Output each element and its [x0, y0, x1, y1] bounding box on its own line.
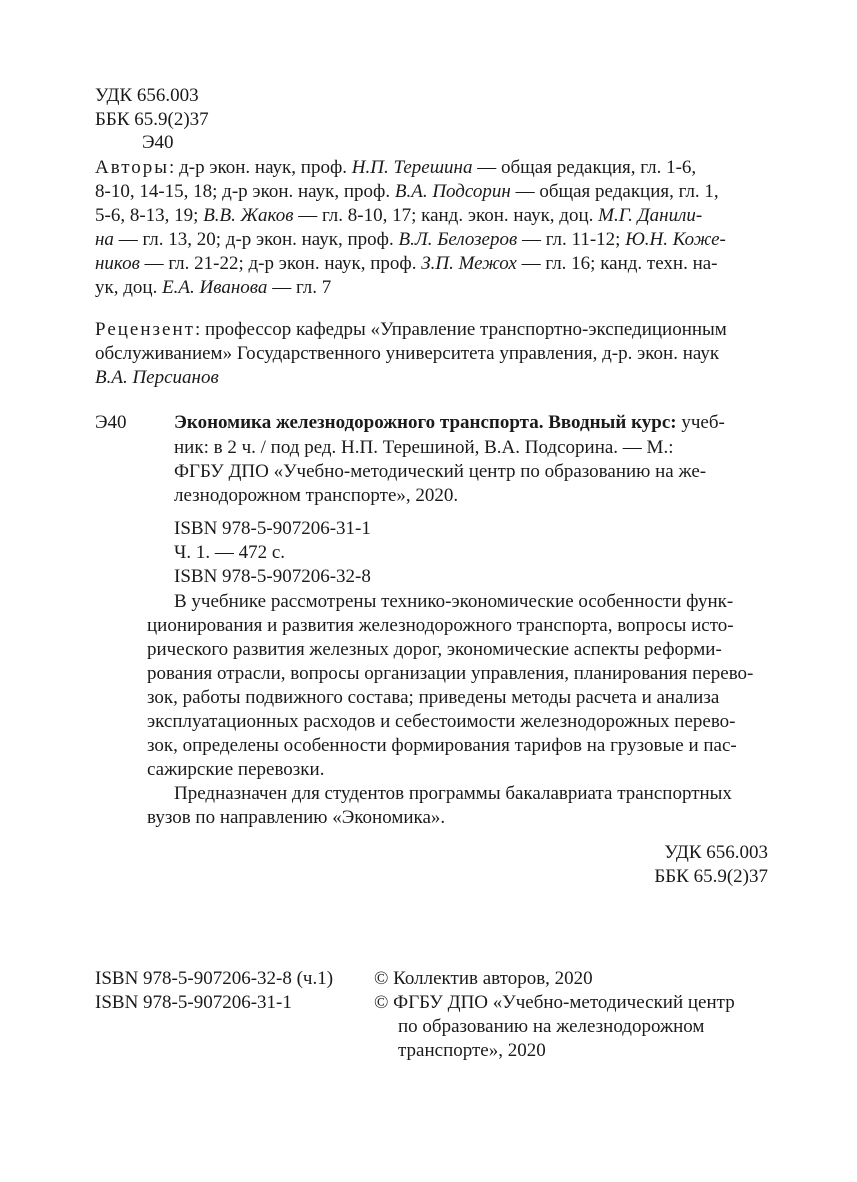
authors-text: 8-10, 14-15, 18; д-р экон. наук, проф.: [95, 181, 395, 202]
authors-line: [95, 204, 702, 228]
entry-line: лезнодорожном транспорте», 2020.: [174, 485, 459, 506]
author-name: Н.П. Терешина: [351, 157, 473, 178]
abstract-line: рического развития железных дорог, экономические аспекты реформи-: [147, 639, 722, 660]
reviewer-name: [95, 366, 219, 390]
abstract-line: рования отрасли, вопросы организации управления, планирования перево-: [147, 663, 754, 684]
author-name: В.А. Подсорин: [394, 181, 511, 202]
abstract-line: зок, работы подвижного состава; приведены методы расчета и анализа: [147, 687, 720, 708]
entry-line: ФГБУ ДПО «Учебно-методический центр по образованию на же-: [174, 461, 707, 482]
author-name: Е.А. Иванова: [162, 277, 268, 298]
reviewer-text: : профессор кафедры «Управление транспортно-экспедиционным: [194, 319, 727, 340]
author-name: ников: [95, 253, 140, 274]
entry-isbn: ISBN 978-5-907206-31-1: [174, 518, 371, 539]
reviewer-name-text: В.А. Персианов: [95, 367, 219, 388]
authors-label: Авторы: [95, 157, 170, 178]
authors-text: ук, доц.: [95, 277, 163, 298]
entry-part: Ч. 1. — 472 с.: [174, 542, 286, 563]
purpose-line: вузов по направлению «Экономика».: [147, 807, 446, 828]
author-name: Ю.Н. Коже-: [625, 229, 726, 250]
bottom-isbn-full: ISBN 978-5-907206-31-1: [95, 992, 292, 1013]
abstract-line: В учебнике рассмотрены технико-экономические особенности функ-: [174, 591, 734, 612]
authors-line: [95, 276, 331, 300]
entry-line: [174, 411, 725, 435]
abstract-line: эксплуатационных расходов и себестоимости железнодорожных перево-: [147, 711, 736, 732]
author-name: З.П. Межох: [421, 253, 517, 274]
entry-text: учеб-: [676, 412, 725, 433]
bottom-isbn-part: ISBN 978-5-907206-32-8 (ч.1): [95, 968, 334, 989]
footer-bbk: ББК 65.9(2)37: [654, 866, 768, 887]
author-name: М.Г. Данили-: [598, 205, 703, 226]
authors-text: — гл. 11-12;: [517, 229, 626, 250]
entry-isbn: ISBN 978-5-907206-32-8: [174, 566, 371, 587]
reviewer-line: обслуживанием» Государственного университета управления, д-р. экон. наук: [95, 343, 720, 364]
reviewer-label: Рецензент: [95, 319, 195, 340]
authors-line: [95, 180, 719, 204]
abstract-line: сажирские перевозки.: [147, 759, 325, 780]
footer-udk: УДК 656.003: [664, 842, 768, 863]
authors-line: [95, 252, 718, 276]
author-name: В.Л. Белозеров: [398, 229, 518, 250]
authors-text: 5-6, 8-13, 19;: [95, 205, 204, 226]
entry-line: ник: в 2 ч. / под ред. Н.П. Терешиной, В.А. Подсорина. — М.:: [174, 437, 674, 458]
header-bbk: ББК 65.9(2)37: [95, 109, 209, 130]
authors-text: — гл. 21-22; д-р экон. наук, проф.: [139, 253, 422, 274]
authors-text: — гл. 8-10, 17; канд. экон. наук, доц.: [293, 205, 599, 226]
authors-line: [95, 156, 696, 180]
authors-text: — общая редакция, гл. 1-6,: [472, 157, 697, 178]
authors-text: — гл. 13, 20; д-р экон. наук, проф.: [113, 229, 399, 250]
copyright-publisher: по образованию на железнодорожном: [398, 1016, 705, 1037]
abstract-line: ционирования и развития железнодорожного транспорта, вопросы исто-: [147, 615, 734, 636]
authors-line: [95, 228, 726, 252]
reviewer-line: [95, 318, 727, 342]
authors-colon: :: [169, 157, 180, 178]
author-name: В.В. Жаков: [203, 205, 294, 226]
entry-code: Э40: [95, 412, 127, 433]
entry-title: Экономика железнодорожного транспорта. Вводный курс:: [174, 412, 677, 433]
authors-text: — гл. 16; канд. техн. на-: [516, 253, 718, 274]
purpose-line: Предназначен для студентов программы бакалавриата транспортных: [174, 783, 732, 804]
copyright-publisher: © ФГБУ ДПО «Учебно-методический центр: [374, 992, 735, 1013]
authors-text: — общая редакция, гл. 1,: [510, 181, 719, 202]
authors-text: д-р экон. наук, проф.: [179, 157, 352, 178]
copyright-publisher: транспорте», 2020: [398, 1040, 546, 1061]
author-name: на: [95, 229, 114, 250]
copyright-authors: © Коллектив авторов, 2020: [374, 968, 593, 989]
authors-text: — гл. 7: [267, 277, 332, 298]
header-udk: УДК 656.003: [95, 85, 199, 106]
header-code: Э40: [142, 132, 174, 153]
abstract-line: зок, определены особенности формирования тарифов на грузовые и пас-: [147, 735, 737, 756]
